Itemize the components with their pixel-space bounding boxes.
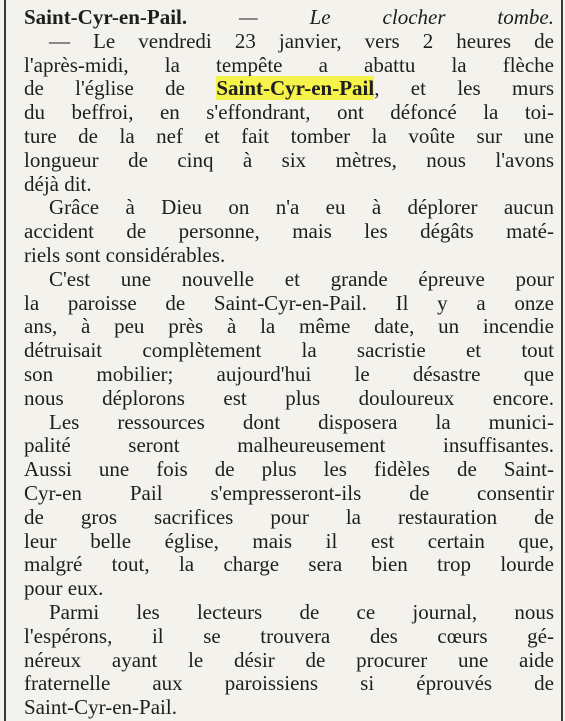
paragraph-3-line-5: son mobilier; aujourd'hui le désastre que bbox=[24, 361, 554, 386]
paragraph-2-line-1: Grâce à Dieu on n'a eu à déplorer aucun bbox=[49, 195, 554, 220]
paragraph-4-line-4: Cyr-en Pail s'empresseront-ils de consentir bbox=[24, 480, 554, 505]
paragraph-5-line-2: l'espérons, il se trouvera des cœurs gé- bbox=[24, 623, 554, 648]
text-fragment: , et les murs bbox=[374, 76, 555, 101]
paragraph-4-line-8: pour eux. bbox=[24, 576, 104, 601]
article-subtitle: — Le clocher tombe. bbox=[187, 5, 554, 29]
column-rule-right bbox=[561, 0, 563, 721]
paragraph-1-line-1: — Le vendredi 23 janvier, vers 2 heures de bbox=[49, 28, 554, 53]
paragraph-2-line-3: riels sont considérables. bbox=[24, 242, 226, 267]
paragraph-2-line-2: accident de personne, mais les dégâts maté- bbox=[24, 219, 554, 244]
paragraph-5-line-4: fraternelle aux paroissiens si éprouvés de bbox=[24, 671, 554, 696]
paragraph-1-line-7: déjà dit. bbox=[24, 171, 92, 196]
paragraph-3-line-4: détruisait complètement la sacristie et tout bbox=[24, 338, 554, 363]
paragraph-4-line-7: malgré tout, la charge sera bien trop lourde bbox=[24, 552, 554, 577]
paragraph-5-line-1: Parmi les lecteurs de ce journal, nous bbox=[49, 599, 554, 624]
highlighted-search-term: Saint-Cyr-en-Pail bbox=[216, 76, 375, 101]
paragraph-4-line-5: de gros sacrifices pour la restauration de bbox=[24, 504, 554, 529]
article-heading-line bbox=[24, 6, 554, 30]
paragraph-4-line-3: Aussi une fois de plus les fidèles de Saint- bbox=[24, 457, 554, 482]
paragraph-1-line-5: ture de la nef et fait tomber la voûte sur une bbox=[24, 123, 554, 148]
paragraph-5-line-5: Saint-Cyr-en-Pail. bbox=[24, 695, 177, 720]
paragraph-1-line-4: du beffroi, en s'effondrant, ont défoncé la toi- bbox=[24, 100, 554, 125]
paragraph-3-line-6: nous déplorons est plus douloureux encore. bbox=[24, 385, 554, 410]
paragraph-4-line-2: palité seront malheureusement insuffisantes. bbox=[24, 433, 554, 458]
paragraph-3-line-1: C'est une nouvelle et grande épreuve pour bbox=[49, 266, 554, 291]
paragraph-5-line-3: néreux ayant le désir de procurer une aide bbox=[24, 647, 554, 672]
paragraph-1-line-6: longueur de cinq à six mètres, nous l'avons bbox=[24, 147, 554, 172]
article-title: Saint-Cyr-en-Pail. bbox=[24, 5, 188, 29]
paragraph-1-line-2: l'après-midi, la tempête a abattu la flèche bbox=[24, 52, 554, 77]
paragraph-4-line-1: Les ressources dont disposera la munici- bbox=[49, 409, 554, 434]
paragraph-4-line-6: leur belle église, mais il est certain que, bbox=[24, 528, 554, 553]
paragraph-3-line-3: ans, à peu près à la même date, un incendie bbox=[24, 314, 554, 339]
paragraph-1-line-3 bbox=[24, 77, 554, 101]
column-rule-left bbox=[4, 0, 6, 721]
article bbox=[24, 6, 554, 720]
paragraph-3-line-2: la paroisse de Saint-Cyr-en-Pail. Il y a onze bbox=[24, 290, 554, 315]
text-fragment: de l'église de bbox=[24, 76, 217, 101]
